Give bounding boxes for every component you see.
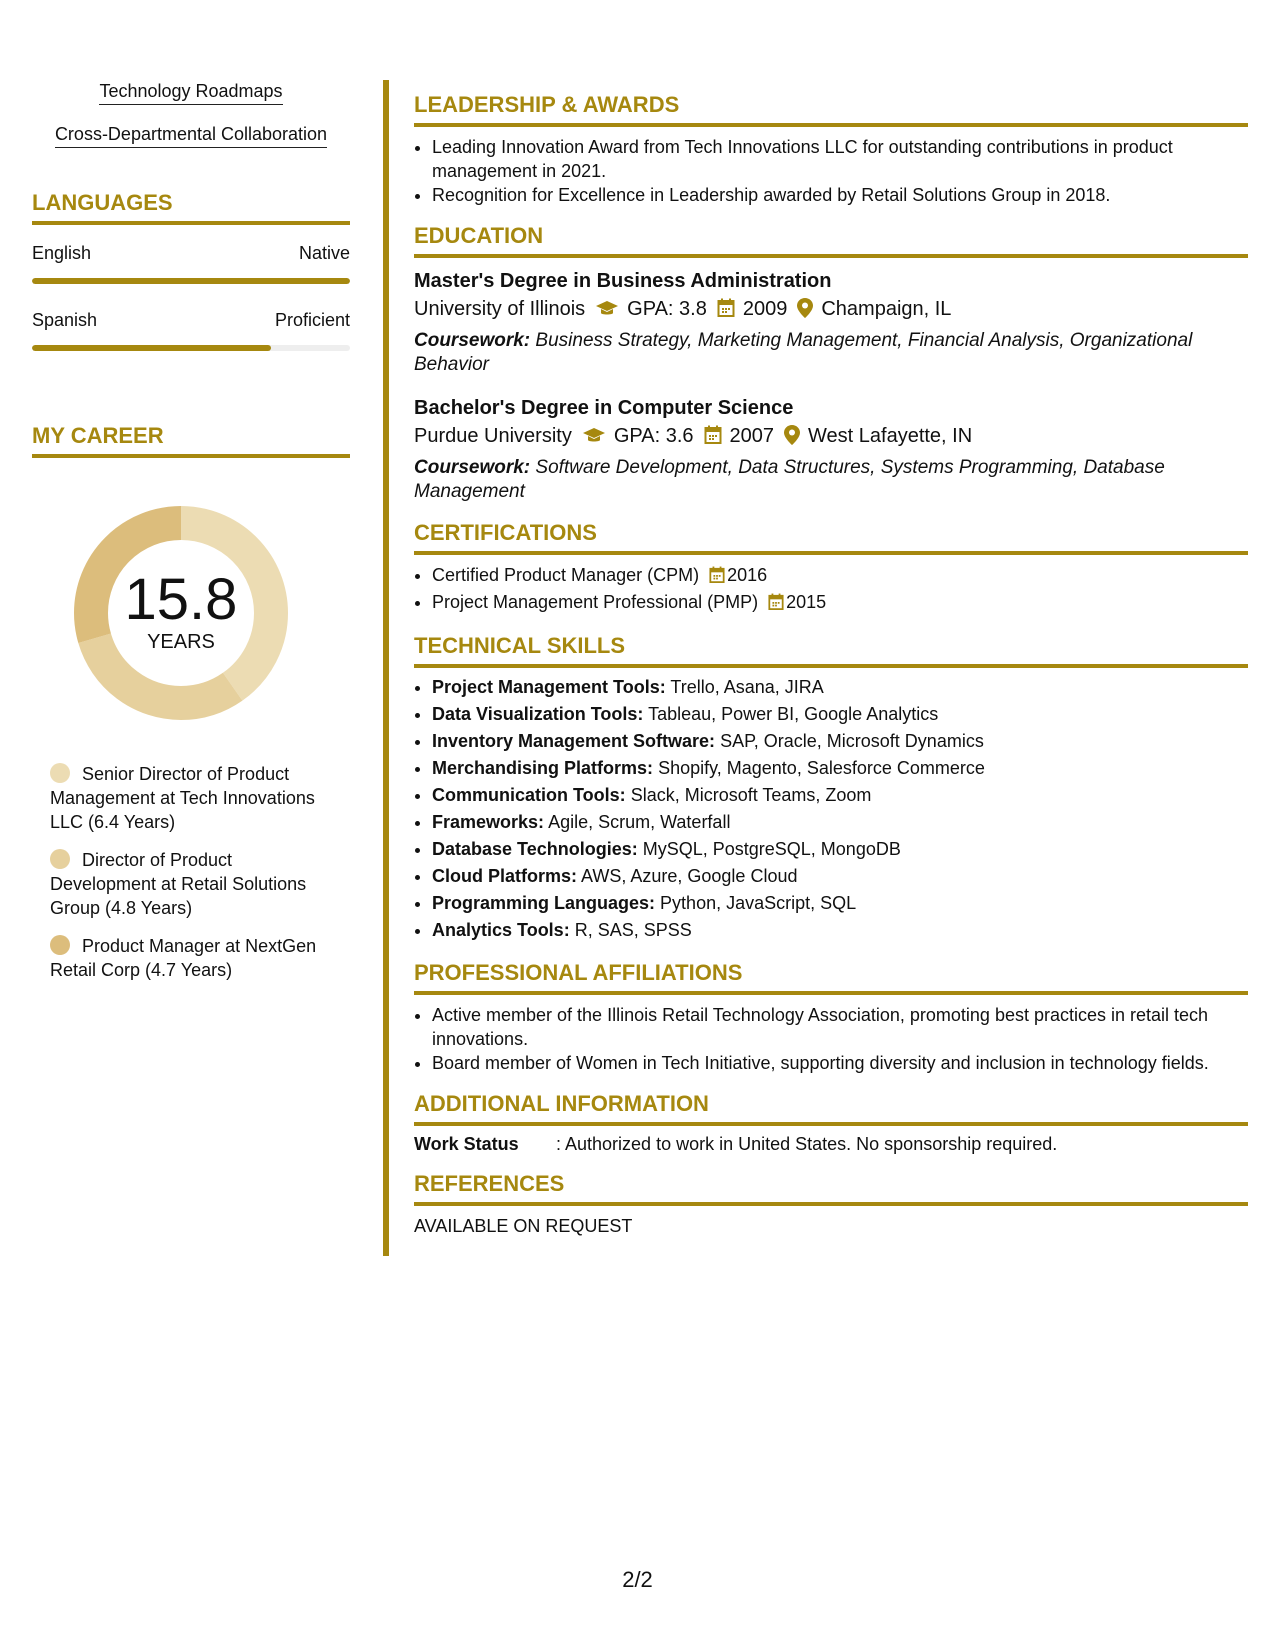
skill-item [432, 890, 1248, 917]
skill-item [432, 674, 1248, 701]
skill-value: SAP, Oracle, Microsoft Dynamics [720, 731, 984, 751]
right-column [414, 80, 1248, 1237]
career-donut-chart [66, 498, 296, 728]
column-divider [383, 80, 389, 1256]
career-years-unit: YEARS [147, 631, 215, 653]
skill-value: Python, JavaScript, SQL [660, 893, 857, 913]
language-level-fill [32, 345, 271, 351]
skill-tag: Cross-Departmental Collaboration [55, 123, 327, 148]
references-text: AVAILABLE ON REQUEST [414, 1216, 633, 1236]
coursework [414, 456, 1248, 504]
skill-value: R, SAS, SPSS [574, 920, 692, 940]
skill-item [432, 836, 1248, 863]
skill-value: MySQL, PostgreSQL, MongoDB [642, 839, 901, 859]
calendar-icon [704, 424, 722, 454]
language-item [32, 310, 350, 351]
references-heading: REFERENCES [414, 1171, 1248, 1206]
location-pin-icon [784, 424, 800, 454]
affiliation-item: • Active member of the Illinois Retail Technology Association, promoting best practices in retail tech innovations. [432, 1003, 1248, 1051]
language-level: Native [298, 243, 350, 263]
work-status-label: Work Status [414, 1134, 519, 1154]
skills-list [414, 674, 1248, 944]
legend-dot [50, 935, 70, 955]
work-status-row [414, 1134, 1248, 1155]
certifications-heading: CERTIFICATIONS [414, 520, 1248, 555]
skill-item [432, 809, 1248, 836]
certification-year: 2015 [786, 592, 827, 612]
graduation-cap-icon [582, 424, 606, 454]
career-legend-label: Product Manager at NextGen Retail Corp (4.7 Years) [50, 936, 317, 980]
degree-meta [414, 294, 1248, 327]
language-name: Spanish [32, 310, 98, 330]
skill-label: Analytics Tools: [432, 920, 570, 940]
languages-heading: LANGUAGES [32, 190, 350, 225]
coursework-list: Business Strategy, Marketing Management, Financial Analysis, Organizational Behavior [414, 330, 1193, 375]
skill-label: Programming Languages: [432, 893, 656, 913]
skill-item [432, 782, 1248, 809]
language-level-bar [32, 345, 350, 351]
degree-title: Master's Degree in Business Administration [414, 270, 832, 292]
school-location: Champaign, IL [821, 298, 952, 320]
skill-item [432, 863, 1248, 890]
skill-value: Shopify, Magento, Salesforce Commerce [658, 758, 985, 778]
additional-info-heading: ADDITIONAL INFORMATION [414, 1091, 1248, 1126]
skill-value: Agile, Scrum, Waterfall [548, 812, 731, 832]
career-legend-item [50, 934, 325, 982]
skill-tag: Technology Roadmaps [99, 80, 282, 105]
skill-label: Inventory Management Software: [432, 731, 716, 751]
certifications-list [414, 563, 1248, 617]
skill-label: Merchandising Platforms: [432, 758, 654, 778]
legend-dot [50, 849, 70, 869]
skill-label: Communication Tools: [432, 785, 626, 805]
language-name: English [32, 243, 92, 263]
certification-name: Project Management Professional (PMP) [432, 592, 759, 612]
graduation-year: 2009 [742, 298, 788, 320]
awards-list [414, 135, 1248, 207]
skill-value: Trello, Asana, JIRA [670, 677, 824, 697]
calendar-icon [768, 593, 784, 617]
award-item: • Recognition for Excellence in Leadership awarded by Retail Solutions Group in 2018. [432, 183, 1248, 207]
affiliations-list [414, 1003, 1248, 1075]
career-legend-item [50, 762, 325, 834]
page-number: 2/2 [622, 1567, 653, 1592]
career-legend [50, 762, 325, 982]
career-legend-label: Director of Product Development at Retail Solutions Group (4.8 Years) [50, 850, 307, 918]
coursework-label: Coursework: [414, 457, 531, 478]
education-heading: EDUCATION [414, 223, 1248, 258]
location-pin-icon [797, 297, 813, 327]
work-status-value: : Authorized to work in United States. No sponsorship required. [556, 1134, 1058, 1154]
awards-heading: LEADERSHIP & AWARDS [414, 92, 1248, 127]
language-level-fill [32, 278, 350, 284]
career-total-years: 15.8 [124, 567, 238, 632]
calendar-icon [709, 566, 725, 590]
graduation-cap-icon [595, 297, 619, 327]
school-location: West Lafayette, IN [808, 425, 973, 447]
skill-value: AWS, Azure, Google Cloud [581, 866, 798, 886]
career-heading: MY CAREER [32, 423, 350, 458]
skill-label: Database Technologies: [432, 839, 638, 859]
skill-label: Data Visualization Tools: [432, 704, 644, 724]
skill-label: Project Management Tools: [432, 677, 666, 697]
degree-meta [414, 421, 1248, 454]
skill-tags [32, 80, 350, 166]
skill-item [432, 728, 1248, 755]
language-level: Proficient [274, 310, 350, 330]
school-name: Purdue University [414, 425, 572, 447]
award-item: • Leading Innovation Award from Tech Innovations LLC for outstanding contributions in product management in 2021. [432, 135, 1248, 183]
calendar-icon [717, 297, 735, 327]
legend-dot [50, 763, 70, 783]
skill-value: Slack, Microsoft Teams, Zoom [630, 785, 872, 805]
affiliations-heading: PROFESSIONAL AFFILIATIONS [414, 960, 1248, 995]
affiliation-item: • Board member of Women in Tech Initiative, supporting diversity and inclusion in technology fields. [432, 1051, 1248, 1075]
degree-title: Bachelor's Degree in Computer Science [414, 397, 794, 419]
gpa: GPA: 3.8 [627, 298, 707, 320]
school-name: University of Illinois [414, 298, 586, 320]
graduation-year: 2007 [729, 425, 775, 447]
gpa: GPA: 3.6 [613, 425, 694, 447]
certification-item [432, 590, 1248, 617]
skill-item [432, 701, 1248, 728]
degree-entry [414, 395, 1248, 504]
career-legend-label: Senior Director of Product Management at Tech Innovations LLC (6.4 Years) [50, 764, 315, 832]
coursework-label: Coursework: [414, 330, 531, 351]
skill-value: Tableau, Power BI, Google Analytics [648, 704, 939, 724]
degree-entry [414, 268, 1248, 377]
skill-item [432, 917, 1248, 944]
skills-heading: TECHNICAL SKILLS [414, 633, 1248, 668]
certification-name: Certified Product Manager (CPM) [432, 565, 700, 585]
coursework-list: Software Development, Data Structures, Systems Programming, Database Management [414, 457, 1165, 502]
certification-year: 2016 [727, 565, 768, 585]
language-level-bar [32, 278, 350, 284]
skill-item [432, 755, 1248, 782]
coursework [414, 329, 1248, 377]
left-column [32, 80, 350, 996]
language-item [32, 243, 350, 284]
career-legend-item [50, 848, 325, 920]
skill-label: Frameworks: [432, 812, 545, 832]
skill-label: Cloud Platforms: [432, 866, 578, 886]
certification-item [432, 563, 1248, 590]
